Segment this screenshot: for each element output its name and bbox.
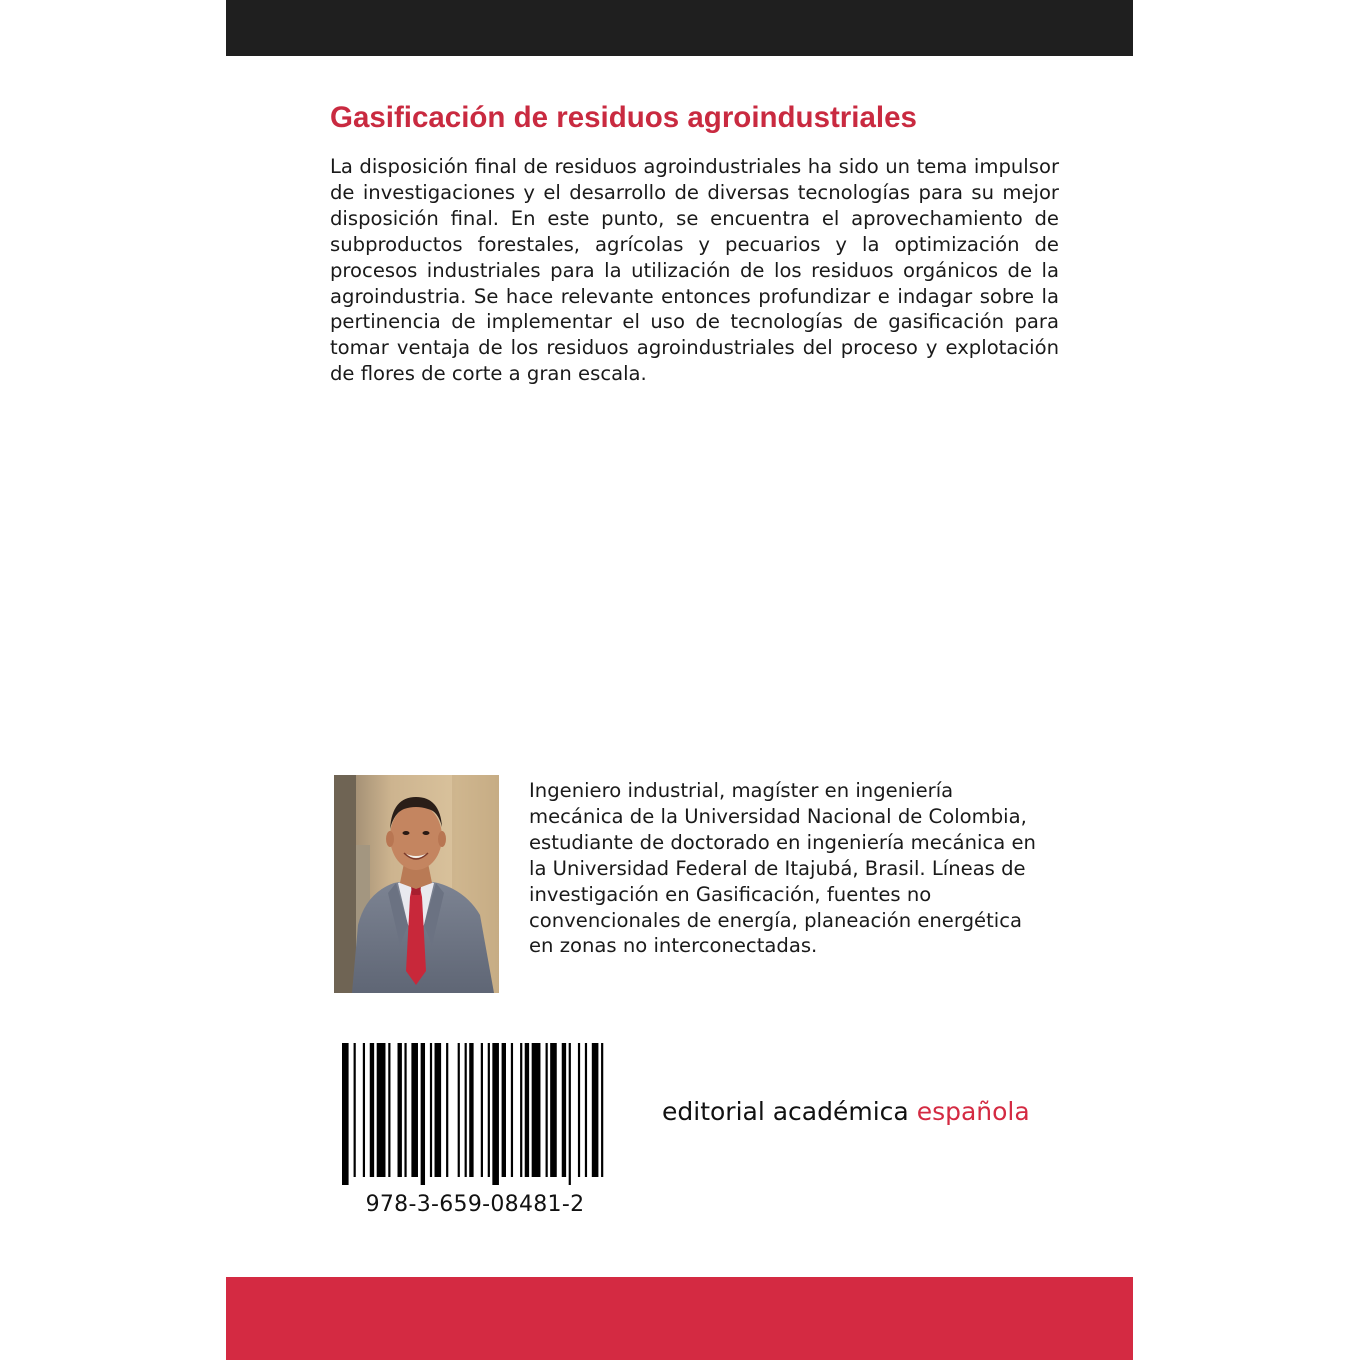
barcode-bar bbox=[511, 1043, 513, 1177]
barcode-bar bbox=[354, 1043, 356, 1177]
publisher-logo bbox=[662, 1094, 1062, 1130]
barcode-bar bbox=[502, 1043, 506, 1177]
author-bio-line: estudiante de doctorado en ingeniería mecánica en bbox=[529, 830, 1036, 854]
barcode-bar bbox=[488, 1043, 490, 1177]
barcode-bar bbox=[546, 1043, 548, 1177]
barcode-bar bbox=[458, 1043, 460, 1177]
barcode-bar bbox=[562, 1043, 566, 1177]
barcode-bar bbox=[404, 1043, 406, 1177]
barcode-bar bbox=[578, 1043, 580, 1177]
barcode-bar bbox=[435, 1043, 442, 1177]
barcode-icon bbox=[342, 1043, 608, 1185]
author-bio-line: convencionales de energía, planeación energética bbox=[529, 908, 1022, 932]
publisher-name: editorial académica bbox=[662, 1097, 909, 1126]
barcode-bar bbox=[430, 1043, 432, 1177]
barcode-bar bbox=[398, 1043, 402, 1177]
barcode-bar bbox=[525, 1043, 529, 1177]
book-back-cover bbox=[226, 0, 1133, 1360]
author-bio bbox=[529, 778, 1069, 959]
publisher-name-highlight: española bbox=[916, 1097, 1030, 1126]
author-bio-line: la Universidad Federal de Itajubá, Brasil. Líneas de bbox=[529, 856, 1026, 880]
top-band bbox=[226, 0, 1133, 56]
barcode-bar bbox=[569, 1043, 571, 1185]
author-bio-line: Ingeniero industrial, magíster en ingeniería bbox=[529, 779, 954, 802]
isbn-barcode bbox=[342, 1043, 608, 1185]
author-bio-line: investigación en Gasificación, fuentes no bbox=[529, 882, 932, 906]
barcode-bar bbox=[492, 1043, 499, 1185]
barcode-bar bbox=[342, 1043, 349, 1185]
barcode-bar bbox=[446, 1043, 448, 1177]
book-blurb: La disposición final de residuos agroindustriales ha sido un tema impulsor de investigaciones y el desarrollo de diversas tecnologías para su mejor disposición final. En este punto, se encuentra el aprovechamiento de subproductos forestales, agrícolas y pecuarios y la optimización de procesos industriales para la utilización de los residuos orgánicos de la agroindustria. Se hace relevante entonces profundizar e indagar sobre la pertinencia de implementar el uso de tecnologías de gasificación para tomar ventaja de los residuos agroindustriales del proceso y explotación de flores de corte a gran escala. bbox=[330, 155, 1059, 386]
barcode-bar bbox=[421, 1043, 425, 1185]
barcode-bar bbox=[585, 1043, 587, 1177]
barcode-bar bbox=[592, 1043, 599, 1177]
barcode-bar bbox=[481, 1043, 483, 1177]
barcode-bar bbox=[469, 1043, 473, 1177]
barcode-bar bbox=[377, 1043, 386, 1177]
barcode-bar bbox=[363, 1043, 365, 1177]
author-bio-line: mecánica de la Universidad Nacional de Colombia, bbox=[529, 804, 1027, 828]
barcode-bar bbox=[550, 1043, 557, 1177]
author-photo bbox=[334, 775, 499, 993]
barcode-bar bbox=[411, 1043, 418, 1177]
bottom-band bbox=[226, 1277, 1133, 1360]
barcode-bar bbox=[370, 1043, 374, 1177]
author-portrait-icon bbox=[334, 775, 499, 993]
barcode-bar bbox=[601, 1043, 603, 1177]
barcode-bar bbox=[520, 1043, 522, 1177]
author-bio-line: en zonas no interconectadas. bbox=[529, 934, 818, 958]
barcode-bar bbox=[388, 1043, 390, 1177]
book-title: Gasificación de residuos agroindustriales bbox=[330, 101, 917, 134]
barcode-bar bbox=[532, 1043, 541, 1177]
barcode-bar bbox=[465, 1043, 467, 1177]
isbn-number: 978-3-659-08481-2 bbox=[365, 1192, 585, 1217]
